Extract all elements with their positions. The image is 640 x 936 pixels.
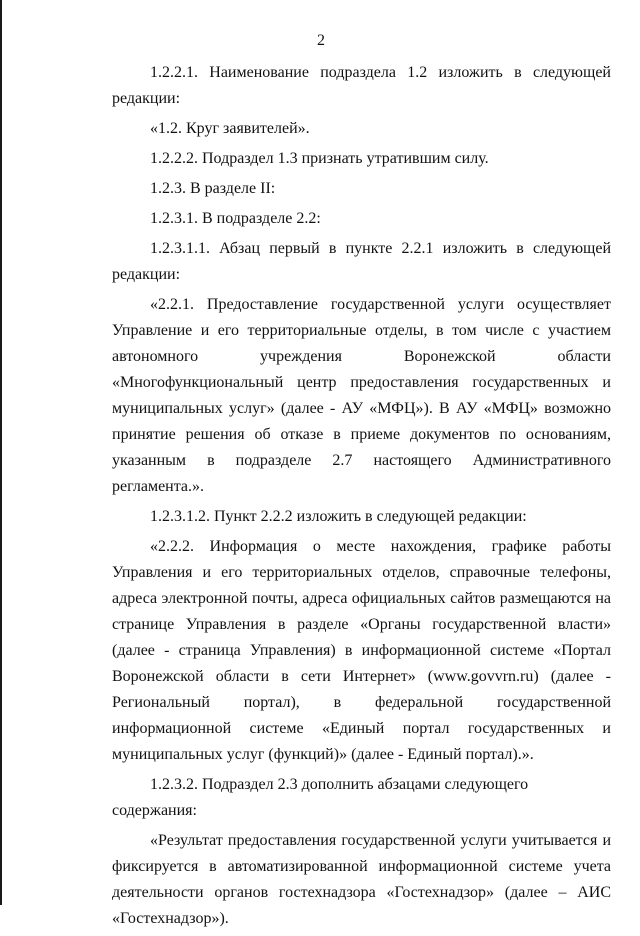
document-body xyxy=(112,60,611,936)
paragraph-1-2-3-2: 1.2.3.2. Подраздел 2.3 дополнить абзацами следующего содержания: xyxy=(112,776,529,819)
paragraph-quote-2-2-2: «2.2.2. Информация о месте нахождения, графике работы Управления и его территориальных отделов, справочные телефоны, адреса электронной почты, адреса официальных сайтов размещаются на странице Управления в разделе «Органы государственной власти» (далее - страница Управления) в информационной системе «Портал Воронежской области в сети Интернет» (www.govvrn.ru) (далее - Региональный портал), в федеральной государственной информационной системе «Единый портал государственных и муниципальных услуг (функций)» (далее - Единый портал).». xyxy=(112,538,611,763)
paragraph-quote-result: «Результат предоставления государственной услуги учитывается и фиксируется в автоматизированной информационной системе учета деятельности органов гостехнадзора «Гостехнадзор» (далее – АИС «Гостехнадзор»). xyxy=(112,832,611,927)
page-number: 2 xyxy=(317,32,325,49)
paragraph-1-2-3-1: 1.2.3.1. В подразделе 2.2: xyxy=(150,210,321,227)
paragraph-1-2-3-1-2: 1.2.3.1.2. Пункт 2.2.2 изложить в следующей редакции: xyxy=(150,508,527,525)
paragraph-1-2-3: 1.2.3. В разделе II: xyxy=(150,180,276,197)
paragraph-1-2-3-1-1: 1.2.3.1.1. Абзац первый в пункте 2.2.1 изложить в следующей редакции: xyxy=(112,240,611,283)
paragraph-quote-1-2: «1.2. Круг заявителей». xyxy=(150,120,310,137)
paragraph-1-2-2-1: 1.2.2.1. Наименование подраздела 1.2 изложить в следующей редакции: xyxy=(112,64,611,107)
paragraph-quote-2-2-1: «2.2.1. Предоставление государственной услуги осуществляет Управление и его территориальные отделы, в том числе с участием автономного учреждения Воронежской области «Многофункциональный центр предоставления государственных и муниципальных услуг» (далее - АУ «МФЦ»). В АУ «МФЦ» возможно принятие решения об отказе в приеме документов по основаниям, указанным в подразделе 2.7 настоящего Административного регламента.». xyxy=(112,296,611,495)
paragraph-1-2-2-2: 1.2.2.2. Подраздел 1.3 признать утратившим силу. xyxy=(150,150,489,167)
